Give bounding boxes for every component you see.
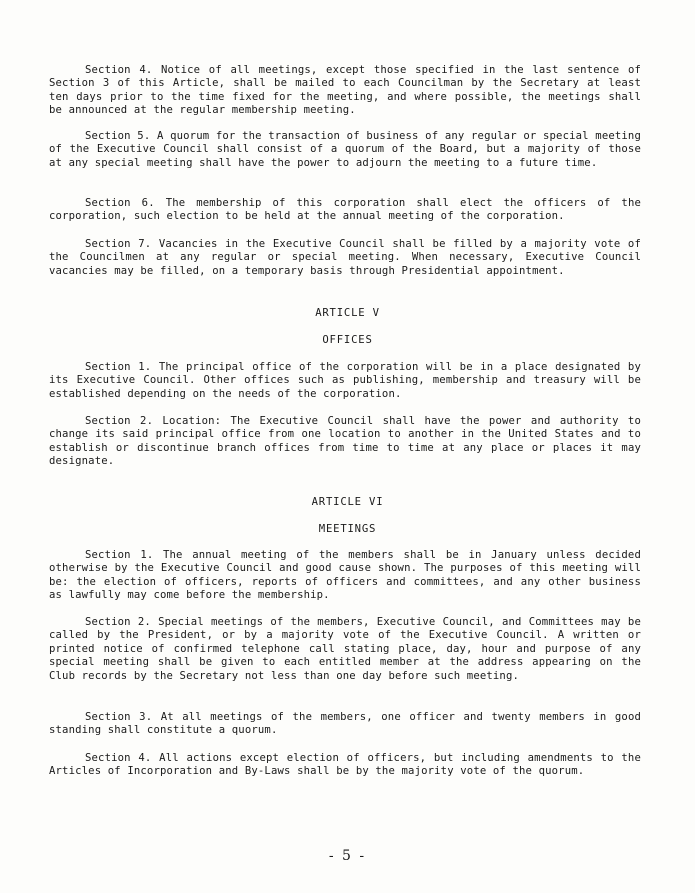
article-iv-section-7: [49, 238, 641, 278]
article-v-subheading: OFFICES: [322, 334, 373, 346]
article-iv-section-5: [49, 130, 641, 170]
article-vi-section-1: [49, 549, 641, 603]
article-iv-section-4: [49, 64, 641, 118]
article-vi-section-2: [49, 616, 641, 683]
page-number: - 5 -: [328, 848, 367, 864]
article-iv-section-6-text: Section 6. The membership of this corporation shall elect the officers of the corporation, such election to be held at the annual meeting of the corporation.: [49, 197, 641, 223]
article-iv-section-6: [49, 197, 641, 224]
article-v-section-2: [49, 415, 641, 469]
article-vi-section-2-text: Section 2. Special meetings of the members, Executive Council, and Committees may be called by the President, or by a majority vote of the Executive Council. A written or printed notice of confirmed telephone call stating place, day, hour and purpose of any special meeting shall be given to each entitled member at the address appearing on the Club records by the Secretary not less than one day before such meeting.: [49, 616, 641, 682]
article-iv-section-4-text: Section 4. Notice of all meetings, except those specified in the last sentence of Section 3 of this Article, shall be mailed to each Councilman by the Secretary at least ten days prior to the time fixed for the meeting, and where possible, the meetings shall be announced at the regular membership meeting.: [49, 64, 641, 117]
article-v-section-2-text: Section 2. Location: The Executive Council shall have the power and authority to change its said principal office from one location to another in the United States and to establish or discontinue branch offices from time to time at any place or places it may designate.: [49, 415, 641, 468]
article-vi-section-3: [49, 711, 641, 738]
article-v-heading: ARTICLE V: [315, 307, 380, 319]
article-vi-section-4-text: Section 4. All actions except election of officers, but including amendments to the Articles of Incorporation and By-Laws shall be by the majority vote of the quorum.: [49, 752, 641, 778]
article-vi-section-1-text: Section 1. The annual meeting of the members shall be in January unless decided otherwise by the Executive Council and good cause shown. The purposes of this meeting will be: the election of officers, reports of officers and committees, and any other business as lawfully may come before the membership.: [49, 549, 641, 602]
article-vi-subheading: MEETINGS: [318, 523, 377, 535]
article-vi-section-3-text: Section 3. At all meetings of the members, one officer and twenty members in good standing shall constitute a quorum.: [49, 711, 641, 737]
article-v-section-1: [49, 361, 641, 401]
article-v-section-1-text: Section 1. The principal office of the corporation will be in a place designated by its Executive Council. Other offices such as publishing, membership and treasury will be established depending on the needs of the corporation.: [49, 361, 641, 400]
article-iv-section-7-text: Section 7. Vacancies in the Executive Council shall be filled by a majority vote of the Councilmen at any regular or special meeting. When necessary, Executive Council vacancies may be filled, on a temporary basis through Presidential appointment.: [49, 238, 641, 277]
article-vi-heading: ARTICLE VI: [311, 496, 384, 508]
article-vi-section-4: [49, 752, 641, 779]
article-iv-section-5-text: Section 5. A quorum for the transaction of business of any regular or special meeting of the Executive Council shall consist of a quorum of the Board, but a majority of those at any special meeting shall have the power to adjourn the meeting to a future time.: [49, 130, 641, 169]
